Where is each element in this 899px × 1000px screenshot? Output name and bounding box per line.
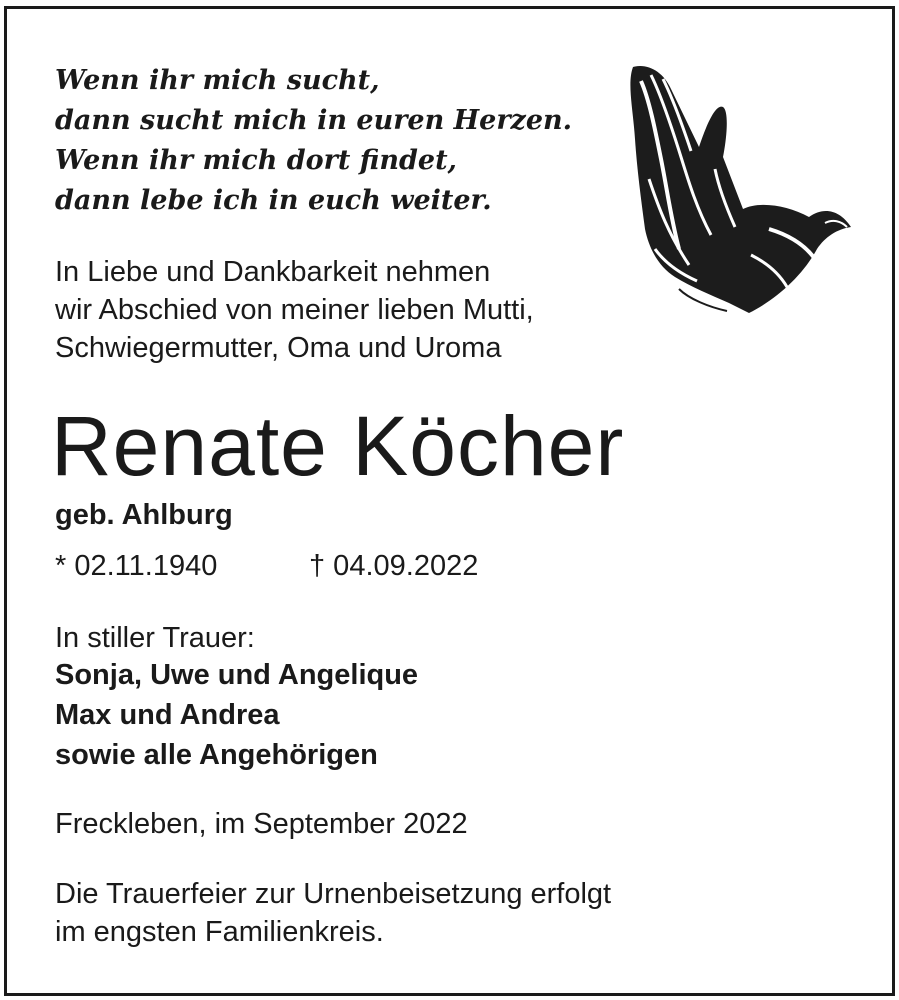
poem: [55, 61, 572, 221]
poem-line: dann sucht mich in euren Herzen.: [55, 105, 573, 136]
ceremony-line: im engsten Familienkreis.: [55, 916, 384, 948]
death-date: † 04.09.2022: [309, 550, 479, 582]
obituary-notice: [4, 6, 895, 996]
mourner-line: Sonja, Uwe und Angelique: [55, 659, 419, 691]
poem-line: Wenn ihr mich sucht,: [55, 65, 380, 96]
deceased-name: Renate Köcher: [51, 399, 625, 493]
intro-text: [55, 253, 534, 367]
poem-line: dann lebe ich in euch weiter.: [55, 185, 492, 216]
intro-line: In Liebe und Dankbarkeit nehmen: [55, 256, 491, 288]
life-dates: [55, 547, 478, 585]
place-date: Freckleben, im September 2022: [55, 808, 468, 840]
mourner-line: Max und Andrea: [55, 699, 280, 731]
maiden-name: geb. Ahlburg: [55, 499, 233, 531]
poem-line: Wenn ihr mich dort findet,: [55, 145, 457, 176]
intro-line: wir Abschied von meiner lieben Mutti,: [55, 294, 534, 326]
birth-date: * 02.11.1940: [55, 550, 218, 582]
ceremony-line: Die Trauerfeier zur Urnenbeisetzung erfolgt: [55, 878, 612, 910]
praying-hands-icon: [619, 59, 859, 319]
intro-line: Schwiegermutter, Oma und Uroma: [55, 332, 502, 364]
mourners-list: [55, 655, 418, 775]
mourning-label: In stiller Trauer:: [55, 622, 255, 654]
mourner-line: sowie alle Angehörigen: [55, 739, 378, 771]
ceremony-note: [55, 875, 611, 951]
